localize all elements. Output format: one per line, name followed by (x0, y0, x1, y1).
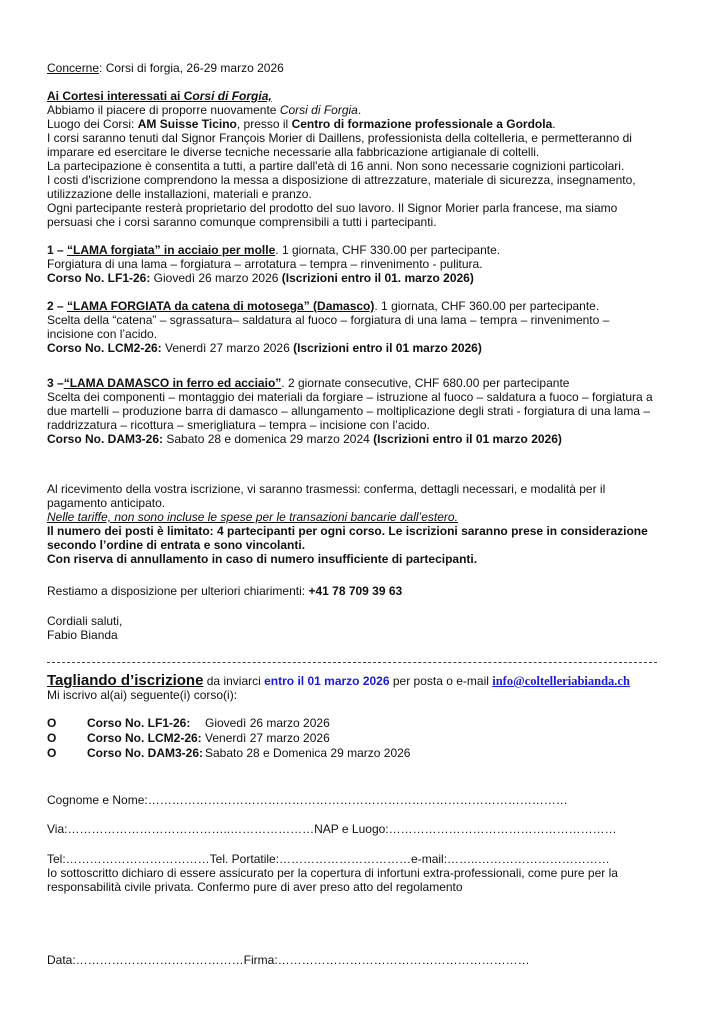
email-link[interactable]: info@coltelleriabianda.ch (492, 674, 630, 688)
address-field[interactable]: Via:…………………………………..…………………NAP e Luogo:………………………………………………… (47, 822, 617, 836)
subject-line (47, 61, 284, 75)
place-text: , presso il (236, 117, 292, 131)
course-2-description: incisione con l’acido. (47, 327, 158, 341)
course-1-heading (47, 243, 500, 257)
option-code: Corso No. DAM3-26: (87, 746, 204, 760)
course-title: “LAMA forgiata” in acciaio per molle (67, 243, 276, 257)
place-label: Luogo dei Corsi: (47, 117, 138, 131)
course-code: Corso No. DAM3-26: (47, 432, 164, 446)
phone-email-field[interactable]: Tel:………………………………Tel. Portatile:……………………………e-mail:……..…………………………… (47, 852, 610, 866)
course-code: Corso No. LF1-26: (47, 271, 151, 285)
course-deadline: (Iscrizioni entro il 01 marzo 2026) (373, 432, 562, 446)
checkbox-circle-icon[interactable]: O (47, 731, 57, 745)
place-text: . (552, 117, 556, 131)
course-number: 2 – (47, 299, 68, 313)
cancellation-note: Con riserva di annullamento in caso di numero insufficiente di partecipanti. (47, 552, 478, 566)
intro-paragraph-line: La partecipazione è consentita a tutti, a partire dall'età di 16 anni. Non sono necessarie cognizioni particolari. (47, 159, 625, 173)
greeting-prefix: Ai Cortesi interessati ai C (47, 89, 193, 103)
option-date: Venerdì 27 marzo 2026 (205, 731, 330, 745)
course-option-dam3[interactable] (47, 746, 410, 760)
course-option-lf1[interactable] (47, 716, 330, 730)
course-option-lcm2[interactable] (47, 731, 330, 745)
course-1-schedule (47, 271, 474, 285)
name-field[interactable]: Cognome e Nome:…………………………………………………………………………………………… (47, 793, 568, 807)
course-info: . 1 giornata, CHF 330.00 per partecipante. (275, 243, 501, 257)
intro-text: . (357, 103, 362, 117)
intro-paragraph-line: Ogni partecipante resterà proprietario del prodotto del suo lavoro. Il Signor Morier parla francese, ma siamo (47, 201, 618, 215)
form-send-text: da inviarci (203, 674, 265, 688)
option-code: Corso No. LCM2-26: (87, 731, 202, 745)
declaration-line: responsabilità civile privata. Confermo pure di aver preso atto del regolamento (47, 880, 463, 894)
course-code: Corso No. LCM2-26: (47, 341, 162, 355)
course-title: “LAMA FORGIATA da catena di motosega” (Damasco) (67, 299, 375, 313)
greeting-italic: orsi di Forgia, (192, 89, 272, 103)
course-number: 1 – (47, 243, 68, 257)
course-2-heading (47, 299, 599, 313)
contact-phone: +41 78 709 39 63 (308, 584, 403, 598)
limited-places-note: secondo l’ordine di entrata e sono vincolanti. (47, 538, 306, 552)
course-date: Giovedì 26 marzo 2026 (150, 271, 282, 285)
intro-paragraph-line: utilizzazione delle installazioni, materiali e pranzo. (47, 187, 312, 201)
form-title: Tagliando d’iscrizione (47, 672, 204, 689)
intro-paragraph-line: imparare ed esercitare le diverse tecniche necessarie alla fabbricazione artigianale di coltelli. (47, 145, 540, 159)
intro-paragraph-line: persuasi che i corsi saranno comunque comprensibili a tutti i partecipanti. (47, 215, 437, 229)
option-date: Giovedì 26 marzo 2026 (205, 716, 330, 730)
bank-fees-note: Nelle tariffe, non sono incluse le spese per le transazioni bancarie dall’estero. (47, 510, 458, 524)
course-3-description: raddrizzatura – ricottura – smerigliatura – tempra – incisione con l’acido. (47, 418, 430, 432)
intro-paragraph-line: I corsi saranno tenuti dal Signor François Morier di Daillens, professionista della coltelleria, e permetteranno di (47, 131, 632, 145)
checkbox-circle-icon[interactable]: O (47, 746, 57, 760)
course-deadline: (Iscrizioni entro il 01. marzo 2026) (281, 271, 474, 285)
place-org: AM Suisse Ticino (137, 117, 237, 131)
notes-line: pagamento anticipato. (47, 496, 166, 510)
place-line (47, 117, 556, 131)
course-3-description: due martelli – produzione barra di damasco – allungamento – moltiplicazione degli strati - forgiatura di una lama – (47, 404, 650, 418)
closing-salutation: Cordiali saluti, (47, 614, 123, 628)
course-3-description: Scelta dei componenti – montaggio dei materiali da forgiare – istruzione al fuoco – saldatura a fuoco – forgiatura a (47, 390, 653, 404)
course-3-schedule (47, 432, 562, 446)
intro-text: Abbiamo il piacere di proporre nuovamente (47, 103, 280, 117)
course-title: “LAMA DAMASCO in ferro ed acciaio” (63, 376, 282, 390)
date-signature-field[interactable]: Data:……………………………………Firma:……………………………………………………… (47, 953, 530, 967)
limited-places-note: Il numero dei posti è limitato: 4 partecipanti per ogni corso. Le iscrizioni saranno prese in considerazione (47, 524, 648, 538)
checkbox-circle-icon[interactable]: O (47, 716, 57, 730)
greeting (47, 89, 272, 103)
subject-text: : Corsi di forgia, 26-29 marzo 2026 (99, 61, 284, 75)
cut-line-separator (47, 662, 657, 663)
option-date: Sabato 28 e Domenica 29 marzo 2026 (205, 746, 411, 760)
contact-line (47, 584, 402, 598)
course-2-schedule (47, 341, 482, 355)
form-send-text: per posta o e-mail (389, 674, 493, 688)
enroll-text: Mi iscrivo al(ai) seguente(i) corso(i): (47, 688, 238, 702)
course-1-description: Forgiatura di una lama – forgiatura – arrotatura – tempra – rinvenimento - pulitura. (47, 257, 483, 271)
course-date: Venerdì 27 marzo 2026 (161, 341, 294, 355)
course-number: 3 – (47, 376, 64, 390)
course-info: . 2 giornate consecutive, CHF 680.00 per partecipante (281, 376, 570, 390)
intro-paragraph-line: I costi d'iscrizione comprendono la messa a disposizione di attrezzature, materiale di sicurezza, insegnamento, (47, 173, 636, 187)
course-info: . 1 giornata, CHF 360.00 per partecipante. (374, 299, 600, 313)
contact-text: Restiamo a disposizione per ulteriori chiarimenti: (47, 584, 309, 598)
intro-italic: Corsi di Forgia (279, 103, 358, 117)
declaration-line: Io sottoscritto dichiaro di essere assicurato per la copertura di infortuni extra-professionali, come pure per la (47, 866, 618, 880)
course-deadline: (Iscrizioni entro il 01 marzo 2026) (293, 341, 482, 355)
subject-label: Concerne (47, 61, 100, 75)
notes-line: Al ricevimento della vostra iscrizione, vi saranno trasmessi: conferma, dettagli necessari, e modalità per il (47, 482, 606, 496)
intro-line-1 (47, 103, 361, 117)
option-code: Corso No. LF1-26: (87, 716, 191, 730)
course-2-description: Scelta della “catena” – sgrassatura– saldatura al fuoco – forgiatura di una lama – tempra – rinvenimento – (47, 313, 610, 327)
signature-name: Fabio Bianda (47, 628, 118, 642)
course-3-heading (47, 376, 569, 390)
place-center: Centro di formazione professionale a Gordola (291, 117, 553, 131)
course-date: Sabato 28 e domenica 29 marzo 2024 (163, 432, 374, 446)
form-deadline: entro il 01 marzo 2026 (264, 674, 390, 688)
